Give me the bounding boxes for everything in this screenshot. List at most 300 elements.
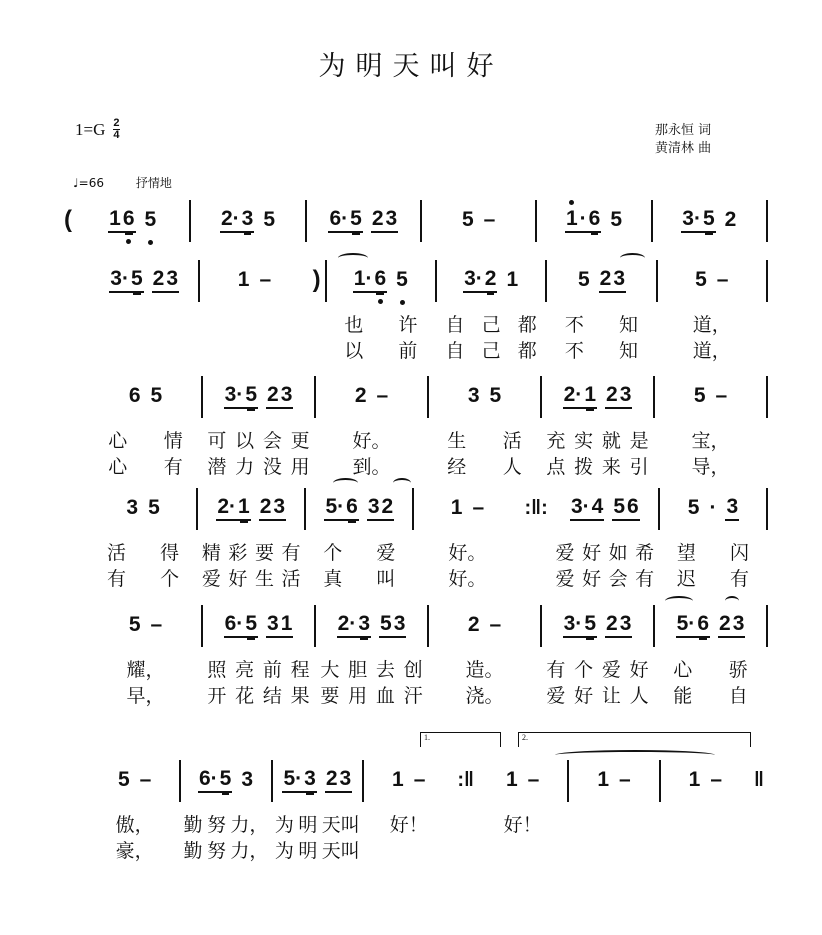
measure xyxy=(537,200,650,240)
lyrics-verse-1 xyxy=(203,655,314,682)
measure xyxy=(569,760,658,800)
measure xyxy=(542,376,653,478)
slur-tie xyxy=(393,478,411,488)
lyrics-verse-2 xyxy=(90,681,201,708)
lyric-syllable: 好。 xyxy=(448,542,487,564)
barline xyxy=(766,260,768,302)
beat xyxy=(125,496,139,520)
note: 5 xyxy=(577,268,590,291)
beat xyxy=(391,768,405,792)
note: 3· xyxy=(681,207,702,233)
beat xyxy=(570,495,604,521)
lyrics-verse-2 xyxy=(437,336,545,363)
note: 1 xyxy=(392,768,404,791)
lyrics-verse-2 xyxy=(542,681,653,708)
beat xyxy=(371,207,398,233)
beat xyxy=(716,268,730,292)
lyric-syllable: 心 xyxy=(673,659,693,681)
lyric-syllable: 有 xyxy=(729,568,749,590)
measure xyxy=(191,200,304,240)
lyric-syllable: 为 xyxy=(274,814,294,836)
lyric-syllable: 好 xyxy=(228,568,248,590)
note: – xyxy=(413,768,426,791)
lyric-syllable: 前 xyxy=(398,340,418,362)
note-group xyxy=(563,612,633,638)
beat xyxy=(605,612,632,638)
lyric-syllable: 要 xyxy=(254,542,274,564)
note: – xyxy=(527,768,540,791)
measure xyxy=(90,605,201,707)
note: – xyxy=(715,384,728,407)
lyrics-verse-2 xyxy=(273,836,362,863)
lyric-syllable: 来 xyxy=(601,456,621,478)
time-top: 2 xyxy=(113,117,120,129)
lyric-syllable: 更 xyxy=(290,430,310,452)
measure xyxy=(273,760,362,862)
note: 5 xyxy=(144,208,157,231)
note: – xyxy=(259,268,272,291)
lyric-syllable: 力 xyxy=(235,456,255,478)
lyrics-verse-1 xyxy=(273,810,362,837)
note-group xyxy=(128,613,163,637)
lyric-syllable: 人 xyxy=(502,456,522,478)
measure xyxy=(327,260,435,362)
time-bottom: 4 xyxy=(113,129,120,141)
beat xyxy=(565,207,601,233)
beat xyxy=(612,495,639,521)
beat xyxy=(450,496,464,520)
lyric-syllable: 经 xyxy=(447,456,467,478)
note-group xyxy=(117,768,152,792)
note: 3 xyxy=(280,383,294,409)
measure xyxy=(90,376,201,478)
note-group xyxy=(353,267,409,293)
note: 5 xyxy=(583,612,597,638)
beat xyxy=(376,384,390,408)
lyrics-verse-2 xyxy=(198,564,304,591)
staff-system xyxy=(90,605,768,707)
slur-tie xyxy=(620,253,645,263)
lyric-syllable: 亮 xyxy=(235,659,255,681)
note: 5 xyxy=(695,268,707,291)
note-group xyxy=(570,495,640,521)
note-group xyxy=(467,613,502,637)
beat xyxy=(709,768,723,792)
beat xyxy=(596,768,610,792)
lyric-syllable: 有 xyxy=(107,568,127,590)
lyric-syllable: 明 xyxy=(298,840,318,862)
lyric-syllable: 人 xyxy=(629,685,649,707)
lyrics-verse-1 xyxy=(181,810,270,837)
staff-system xyxy=(90,488,768,590)
note-group xyxy=(563,383,633,409)
note: 3 xyxy=(126,496,139,519)
lyrics-verse-2 xyxy=(542,452,653,479)
note: 3· xyxy=(563,612,584,638)
beat xyxy=(109,267,143,293)
beat xyxy=(328,207,362,233)
beat xyxy=(240,768,254,792)
note-group xyxy=(224,612,294,638)
lyric-syllable: 爱 xyxy=(555,568,575,590)
note: 1 xyxy=(565,207,579,233)
note-group xyxy=(577,267,626,293)
lyric-syllable: 己 xyxy=(481,314,501,336)
lyrics-verse-1 xyxy=(364,810,453,837)
note-group xyxy=(337,612,407,638)
staff-system xyxy=(90,260,768,362)
beat xyxy=(694,268,708,292)
lyrics-verse-1 xyxy=(658,310,766,337)
note-group xyxy=(694,268,729,292)
beat xyxy=(461,208,475,232)
note: 5 xyxy=(244,383,258,409)
lyric-syllable: 都 xyxy=(517,314,537,336)
beat xyxy=(563,612,597,638)
lyric-syllable: 好！ xyxy=(389,814,428,836)
note-group xyxy=(328,207,398,233)
lyric-syllable: 引 xyxy=(629,456,649,478)
beat xyxy=(367,495,394,521)
note: 5 xyxy=(612,495,626,521)
note: 2 xyxy=(354,384,367,407)
lyric-syllable: 有 xyxy=(163,456,183,478)
lyrics-verse-1 xyxy=(203,426,314,453)
lyric-syllable: 到。 xyxy=(352,456,391,478)
staff-system xyxy=(90,760,768,862)
note: 1 xyxy=(280,612,294,638)
lyric-syllable: 闪 xyxy=(729,542,749,564)
lyric-syllable: 许 xyxy=(398,314,418,336)
note-group xyxy=(324,495,394,521)
note: – xyxy=(716,268,729,291)
lyric-syllable: 会 xyxy=(262,430,282,452)
note: 5 xyxy=(379,612,393,638)
lyric-syllable: 汗 xyxy=(403,685,423,707)
beat xyxy=(144,208,158,232)
lyrics-verse-2 xyxy=(414,564,520,591)
lyrics-verse-2 xyxy=(306,564,412,591)
note-group xyxy=(565,207,623,233)
note: 3 xyxy=(357,612,371,638)
lyrics-verse-2 xyxy=(90,452,201,479)
note-group xyxy=(693,384,728,408)
lyric-syllable: 可 xyxy=(207,430,227,452)
note-group xyxy=(688,768,723,792)
beat xyxy=(224,383,258,409)
lyrics-verse-2 xyxy=(316,452,427,479)
note: – xyxy=(150,613,163,636)
note: 1 xyxy=(108,207,122,233)
note: 2 xyxy=(605,383,619,409)
beat xyxy=(725,495,739,521)
lyrics-verse-2 xyxy=(90,564,196,591)
note: 5 xyxy=(263,208,276,231)
lyric-syllable: 好 xyxy=(582,542,602,564)
lyric-syllable: 活 xyxy=(107,542,127,564)
beat xyxy=(324,495,358,521)
note-group xyxy=(198,767,254,793)
note: 1 xyxy=(583,383,597,409)
note: 2· xyxy=(220,207,241,233)
note-group xyxy=(216,495,286,521)
lyrics-verse-2 xyxy=(552,564,658,591)
lyric-syllable: 就 xyxy=(601,430,621,452)
lyric-syllable: 好！ xyxy=(503,814,542,836)
beat xyxy=(147,496,161,520)
credits xyxy=(655,122,711,158)
lyric-syllable: 要 xyxy=(320,685,340,707)
beat xyxy=(353,267,387,293)
composer: 黄清林 曲 xyxy=(655,141,712,156)
lyrics-verse-1 xyxy=(316,426,427,453)
lyric-syllable: 活 xyxy=(281,568,301,590)
note: 3 xyxy=(732,612,746,638)
note: – xyxy=(483,208,496,231)
lyric-syllable: 果 xyxy=(290,685,310,707)
note: 3· xyxy=(109,267,130,293)
measure xyxy=(655,376,766,478)
lyrics-verse-1 xyxy=(90,810,179,837)
lyric-syllable: 心 xyxy=(108,430,128,452)
lyric-syllable: 个 xyxy=(574,659,594,681)
lyric-syllable: 有 xyxy=(281,542,301,564)
measure xyxy=(547,260,655,362)
lyric-syllable: 是 xyxy=(629,430,649,452)
lyric-syllable: 造。 xyxy=(465,659,504,681)
lyric-syllable: 拨 xyxy=(574,456,594,478)
beat xyxy=(687,496,701,520)
lyrics-verse-1 xyxy=(542,426,653,453)
measure xyxy=(90,260,198,300)
measure xyxy=(658,260,766,362)
note: 5 xyxy=(150,384,163,407)
note: 3 xyxy=(367,495,381,521)
lyric-syllable: 道， xyxy=(692,340,731,362)
note: 1 xyxy=(237,268,250,291)
note-group xyxy=(450,496,485,520)
lyricist: 那永恒 词 xyxy=(655,123,712,138)
note: – xyxy=(139,768,152,791)
lyric-syllable: 道， xyxy=(692,314,731,336)
note: 2 xyxy=(266,383,280,409)
lyric-syllable: 生 xyxy=(447,430,467,452)
measure xyxy=(437,260,545,362)
beat xyxy=(325,767,352,793)
lyric-syllable: 用 xyxy=(348,685,368,707)
note-group xyxy=(463,267,519,293)
lyrics-verse-1 xyxy=(429,426,540,453)
lyric-syllable: 如 xyxy=(608,542,628,564)
lyric-syllable: 结 xyxy=(262,685,282,707)
lyric-syllable: 爱 xyxy=(376,542,396,564)
measure xyxy=(364,760,453,836)
beat xyxy=(117,768,131,792)
beat xyxy=(258,268,272,292)
lyric-syllable: 勤 xyxy=(183,814,203,836)
measure xyxy=(429,605,540,707)
lyric-syllable: 生 xyxy=(254,568,274,590)
note: 2 xyxy=(718,612,732,638)
lyrics-verse-1 xyxy=(437,310,545,337)
measure xyxy=(316,376,427,478)
beat xyxy=(489,384,503,408)
note: 2· xyxy=(337,612,358,638)
note-group xyxy=(237,268,272,292)
note: 1 xyxy=(597,768,610,791)
note: 5 xyxy=(461,208,474,231)
lyric-syllable: 叫 xyxy=(376,568,396,590)
measure xyxy=(552,488,658,590)
lyric-syllable: 豪， xyxy=(115,840,154,862)
lyric-syllable: 大 xyxy=(320,659,340,681)
beat xyxy=(471,496,485,520)
note-group xyxy=(125,496,160,520)
note: 3 xyxy=(385,207,399,233)
note: 3 xyxy=(393,612,407,638)
note: 2 xyxy=(152,267,166,293)
lyrics-verse-1 xyxy=(198,538,304,565)
note: 3 xyxy=(467,384,480,407)
lyric-syllable: 血 xyxy=(375,685,395,707)
note: 4 xyxy=(591,495,605,521)
lyrics-verse-2 xyxy=(429,681,540,708)
lyric-syllable: 为 xyxy=(274,840,294,862)
lyrics-verse-1 xyxy=(660,538,766,565)
lyric-syllable: 照 xyxy=(207,659,227,681)
lyric-syllable: 勤 xyxy=(183,840,203,862)
beat xyxy=(150,384,164,408)
beat xyxy=(463,267,497,293)
key-label: 1=G xyxy=(75,119,106,139)
beat xyxy=(724,208,738,232)
lyrics-verse-1 xyxy=(478,810,567,837)
note-group xyxy=(467,384,502,408)
note: 5 xyxy=(117,768,130,791)
note: 6 xyxy=(696,612,710,638)
beat xyxy=(354,384,368,408)
note: 5 xyxy=(128,613,141,636)
note: 3 xyxy=(619,612,633,638)
lyrics-verse-1 xyxy=(552,538,658,565)
barline xyxy=(766,488,768,530)
beat xyxy=(150,613,164,637)
note: 2 xyxy=(599,267,613,293)
beat xyxy=(609,208,623,232)
note: 5· xyxy=(324,495,345,521)
beat xyxy=(337,612,371,638)
lyric-syllable: 都 xyxy=(517,340,537,362)
staff-system xyxy=(60,200,768,242)
note: 6· xyxy=(224,612,245,638)
beat xyxy=(266,612,293,638)
note-group xyxy=(391,768,426,792)
note: 5 xyxy=(687,496,700,519)
lyric-syllable: 好 xyxy=(582,568,602,590)
lyric-syllable: 有 xyxy=(635,568,655,590)
measure xyxy=(198,488,304,590)
note: 5 xyxy=(489,384,502,407)
lyrics-verse-2 xyxy=(203,681,314,708)
note: 3· xyxy=(224,383,245,409)
tempo-mark: ♩=66 xyxy=(73,176,104,190)
beat xyxy=(489,613,503,637)
song-title: 为明天叫好 xyxy=(318,51,504,82)
lyric-syllable: 情 xyxy=(163,430,183,452)
lyric-syllable: 天叫 xyxy=(321,840,360,862)
lyric-syllable: 开 xyxy=(207,685,227,707)
beat xyxy=(152,267,179,293)
repeat-barline: :‖: xyxy=(524,496,548,519)
note: 3 xyxy=(612,267,626,293)
note: 2 xyxy=(325,767,339,793)
slur-tie xyxy=(665,596,693,606)
lyrics-verse-2 xyxy=(203,452,314,479)
lyric-syllable: 导， xyxy=(691,456,730,478)
lyric-syllable: 知 xyxy=(619,340,639,362)
note: 5 xyxy=(244,612,258,638)
measure xyxy=(203,376,314,478)
beat xyxy=(237,268,251,292)
volta-2: 2. xyxy=(518,732,751,747)
lyric-syllable: 爱 xyxy=(546,685,566,707)
lyric-syllable: 去 xyxy=(375,659,395,681)
lyrics-verse-2 xyxy=(327,336,435,363)
measure xyxy=(660,488,766,590)
lyric-syllable: 个 xyxy=(323,542,343,564)
lyric-syllable: 有 xyxy=(546,659,566,681)
lyrics-verse-2 xyxy=(181,836,270,863)
lyric-syllable: 宝， xyxy=(691,430,730,452)
lyric-syllable: 好。 xyxy=(352,430,391,452)
beat xyxy=(395,268,409,292)
lyric-syllable: 浇。 xyxy=(465,685,504,707)
beat xyxy=(708,496,717,520)
lyric-syllable: 力， xyxy=(230,840,269,862)
note: 2 xyxy=(724,208,737,231)
key-signature xyxy=(75,118,120,141)
beat xyxy=(128,613,142,637)
beat xyxy=(467,384,481,408)
note: 3 xyxy=(266,612,280,638)
measure xyxy=(655,605,766,707)
lyric-syllable: 爱 xyxy=(601,659,621,681)
note: 3 xyxy=(303,767,317,793)
beat xyxy=(618,768,632,792)
measure xyxy=(307,200,420,240)
lyric-syllable: 己 xyxy=(481,340,501,362)
note: 1 xyxy=(505,768,518,791)
repeat-barline: :‖ xyxy=(457,768,474,791)
barline xyxy=(766,200,768,242)
note-group xyxy=(461,208,496,232)
lyric-syllable: 自 xyxy=(445,314,465,336)
lyric-syllable: 实 xyxy=(574,430,594,452)
note: 3 xyxy=(272,495,286,521)
note: 5 xyxy=(610,208,622,231)
lyric-syllable: 知 xyxy=(619,314,639,336)
note: 3 xyxy=(241,207,255,233)
note: 2 xyxy=(371,207,385,233)
note: 6 xyxy=(626,495,640,521)
lyrics-verse-1 xyxy=(542,655,653,682)
beat xyxy=(483,208,497,232)
note: 2 xyxy=(605,612,619,638)
note: 6 xyxy=(122,207,136,233)
note: 5 xyxy=(693,384,706,407)
beat xyxy=(216,495,250,521)
note: 2· xyxy=(216,495,237,521)
